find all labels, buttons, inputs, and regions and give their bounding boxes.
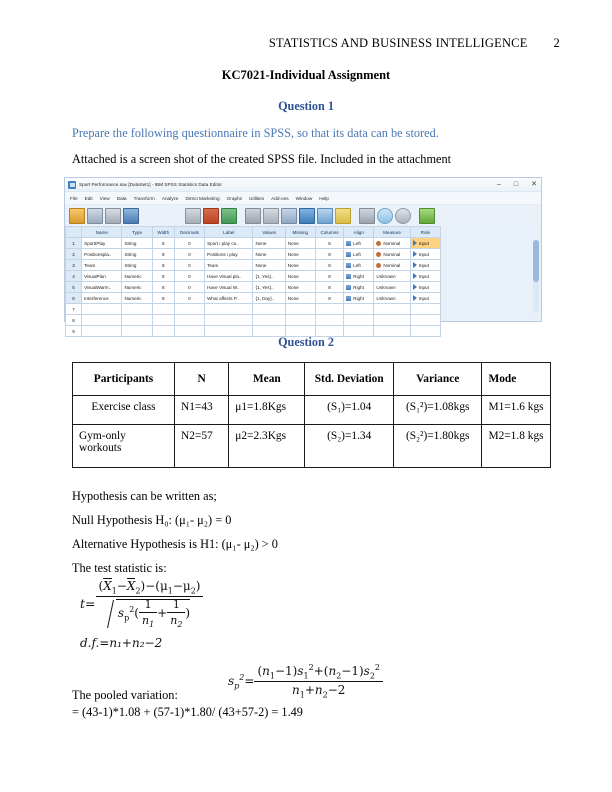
cell-values[interactable]: [253, 304, 285, 315]
cell-label[interactable]: Team: [205, 260, 253, 271]
cell-role[interactable]: [410, 271, 440, 282]
statistics-table: [72, 362, 551, 468]
select-cases-icon[interactable]: [335, 208, 351, 224]
grid-header-row: [66, 227, 441, 238]
cell-label[interactable]: Sport i play co..: [205, 238, 253, 249]
menu-item-data[interactable]: Data: [116, 195, 127, 201]
table-row[interactable]: [66, 315, 441, 326]
nominal-measure-icon: [376, 252, 381, 257]
align-text: Right: [353, 295, 364, 301]
cell-mean: μ2=2.3Kgs: [229, 425, 305, 468]
spss-variable-view-grid[interactable]: [65, 226, 541, 334]
cell-name[interactable]: [82, 315, 122, 326]
cell-type[interactable]: Numeric: [122, 271, 152, 282]
insert-case-icon[interactable]: [263, 208, 279, 224]
column-header-values[interactable]: Values: [253, 227, 285, 238]
table-row[interactable]: [66, 249, 441, 260]
cell-measure[interactable]: [374, 260, 410, 271]
close-icon[interactable]: ✕: [531, 181, 537, 188]
cell-missing[interactable]: None: [285, 238, 315, 249]
minimize-icon[interactable]: –: [496, 181, 501, 188]
cell-align[interactable]: [344, 315, 374, 326]
role-text: Input: [418, 241, 429, 246]
cell-participants: Exercise class: [73, 396, 175, 425]
cell-columns[interactable]: [315, 304, 343, 315]
cell-name[interactable]: Positionspla..: [82, 249, 122, 260]
header-title: STATISTICS AND BUSINESS INTELLIGENCE: [268, 36, 528, 50]
pooled-fraction: [254, 663, 383, 700]
menu-item-help[interactable]: Help: [319, 195, 329, 201]
cell-columns[interactable]: 8: [315, 282, 343, 293]
cell-name[interactable]: SportIPlay: [82, 238, 122, 249]
align-right-icon: [346, 296, 351, 301]
row-number[interactable]: 3: [66, 260, 82, 271]
column-header-role[interactable]: Role: [410, 227, 440, 238]
hypothesis-intro: Hypothesis can be written as;: [72, 489, 217, 503]
question1-heading: Question 1: [278, 99, 334, 113]
cell-align[interactable]: [344, 260, 374, 271]
align-text: Right: [353, 284, 364, 290]
col-header-mean: Mean: [229, 363, 305, 396]
attachment-note: Attached is a screen shot of the created SPSS file. Included in the attachment: [72, 152, 452, 166]
spss-window-title: Sport Performance.sav [DataSet1] - IBM SPSS Statistics Data Editor: [79, 182, 222, 187]
t-denominator: $s_p^2$( $\frac{1}{n_1}$ + $\frac{1}{n_2}$ ): [96, 597, 204, 629]
cell-type[interactable]: Numeric: [122, 282, 152, 293]
undo-icon[interactable]: [147, 209, 161, 223]
cell-columns[interactable]: [315, 315, 343, 326]
cell-n: N1=43: [175, 396, 229, 425]
cell-measure[interactable]: Unknown: [374, 282, 410, 293]
window-controls: [497, 178, 537, 191]
cell-measure[interactable]: [374, 304, 410, 315]
column-header-width[interactable]: Width: [152, 227, 174, 238]
cell-mode: M1=1.6 kgs: [482, 396, 551, 425]
cell-measure[interactable]: [374, 249, 410, 260]
insert-variable-icon[interactable]: [281, 208, 297, 224]
pooled-variance-formula: [228, 663, 383, 700]
cell-role[interactable]: [410, 249, 440, 260]
variables-icon[interactable]: [221, 208, 237, 224]
use-variable-sets-icon[interactable]: [377, 208, 393, 224]
row-number[interactable]: 4: [66, 271, 82, 282]
align-text: Left: [353, 251, 361, 257]
cell-label[interactable]: What affects P..: [205, 293, 253, 304]
toolbar-separator: [413, 209, 417, 223]
cell-values[interactable]: {1, Yes}..: [253, 282, 285, 293]
table-row[interactable]: [66, 293, 441, 304]
value-labels-icon[interactable]: [359, 208, 375, 224]
pooled-variation-label: The pooled variation:: [72, 688, 178, 702]
row-number[interactable]: 6: [66, 293, 82, 304]
cell-type[interactable]: String: [122, 238, 152, 249]
cell-name[interactable]: [82, 304, 122, 315]
col-header-std-deviation: Std. Deviation: [305, 363, 394, 396]
stats-header-row: [73, 363, 551, 396]
menu-item-utilities[interactable]: Utilities: [249, 195, 265, 201]
align-left-icon: [346, 263, 351, 268]
toolbar-separator: [141, 209, 145, 223]
cell-std-deviation: (S₂)=1.34: [305, 425, 394, 468]
vertical-scrollbar[interactable]: [533, 240, 539, 313]
align-left-icon: [346, 252, 351, 257]
cell-values[interactable]: [253, 315, 285, 326]
align-text: Right: [353, 273, 364, 279]
cell-decimals[interactable]: 0: [174, 249, 204, 260]
question2-heading: Question 2: [278, 335, 334, 349]
cell-type[interactable]: [122, 315, 152, 326]
cell-missing[interactable]: None: [285, 282, 315, 293]
row-number[interactable]: 9: [66, 326, 82, 337]
question1-prompt: Prepare the following questionnaire in SPSS, so that its data can be stored.: [72, 126, 439, 140]
align-text: Left: [353, 240, 361, 246]
alternative-hypothesis: Alternative Hypothesis is H1: (μ₁- μ₂) > 0: [72, 537, 278, 551]
table-row: [73, 425, 551, 468]
align-text: Left: [353, 262, 361, 268]
pooled-numerator: $(n_1-1)s_1^2+(n_2-1)s_2^2$: [254, 663, 383, 682]
spell-check-icon[interactable]: [419, 208, 435, 224]
cell-label[interactable]: [205, 304, 253, 315]
column-header-decimals[interactable]: Decimals: [174, 227, 204, 238]
cell-label[interactable]: Have Visual W..: [205, 282, 253, 293]
cell-align[interactable]: [344, 282, 374, 293]
row-number-header: [66, 227, 82, 238]
column-header-name[interactable]: Name: [82, 227, 122, 238]
table-row[interactable]: [66, 271, 441, 282]
menu-item-graphs[interactable]: Graphs: [226, 195, 242, 201]
cell-type[interactable]: String: [122, 260, 152, 271]
cell-values[interactable]: {1, Day}..: [253, 293, 285, 304]
cell-width[interactable]: 8: [152, 293, 174, 304]
pooled-denominator: $n_1+n_2-2$: [292, 683, 346, 700]
input-role-icon: [413, 251, 417, 257]
cell-std-deviation: (S₁)=1.04: [305, 396, 394, 425]
row-number[interactable]: 2: [66, 249, 82, 260]
null-hypothesis: Null Hypothesis H₀: (μ₁- μ₂) = 0: [72, 513, 232, 527]
spss-menu-bar: [65, 192, 541, 205]
menu-item-window[interactable]: Window: [295, 195, 313, 201]
t-fraction: [96, 578, 204, 630]
cell-align[interactable]: [344, 238, 374, 249]
input-role-icon: [413, 284, 417, 290]
recall-dialog-icon[interactable]: [123, 208, 139, 224]
spss-toolbar: [65, 205, 541, 227]
role-text: Input: [418, 285, 429, 290]
row-number[interactable]: 1: [66, 238, 82, 249]
cell-width[interactable]: 8: [152, 249, 174, 260]
nominal-measure-icon: [376, 263, 381, 268]
row-number[interactable]: 7: [66, 304, 82, 315]
cell-columns[interactable]: 8: [315, 238, 343, 249]
cell-width[interactable]: 8: [152, 282, 174, 293]
col-header-participants: Participants: [73, 363, 175, 396]
input-role-icon: [413, 273, 417, 279]
row-number[interactable]: 8: [66, 315, 82, 326]
cell-decimals[interactable]: 0: [174, 282, 204, 293]
align-right-icon: [346, 274, 351, 279]
cell-values[interactable]: None: [253, 238, 285, 249]
goto-case-icon[interactable]: [185, 208, 201, 224]
cell-name[interactable]: VisualPlan: [82, 271, 122, 282]
cell-width[interactable]: [152, 315, 174, 326]
col-header-mode: Mode: [482, 363, 551, 396]
nominal-measure-icon: [376, 241, 381, 246]
variable-view-table: [65, 226, 441, 337]
column-header-columns[interactable]: Columns: [315, 227, 343, 238]
cell-decimals[interactable]: 0: [174, 293, 204, 304]
cell-columns[interactable]: 8: [315, 271, 343, 282]
cell-width[interactable]: [152, 304, 174, 315]
cell-values[interactable]: {1, Yes}..: [253, 271, 285, 282]
cell-role[interactable]: [410, 293, 440, 304]
open-file-icon[interactable]: [69, 208, 85, 224]
cell-label[interactable]: Have Visual pla..: [205, 271, 253, 282]
cell-measure[interactable]: Unknown: [374, 271, 410, 282]
role-text: Input: [418, 263, 429, 268]
cell-name[interactable]: Interference: [82, 293, 122, 304]
column-header-label[interactable]: Label: [205, 227, 253, 238]
col-header-n: N: [175, 363, 229, 396]
align-right-icon: [346, 285, 351, 290]
find-icon[interactable]: [245, 208, 261, 224]
scrollbar-thumb[interactable]: [533, 240, 539, 282]
cell-type[interactable]: String: [122, 249, 152, 260]
toolbar-separator: [239, 209, 243, 223]
menu-item-direct-marketing[interactable]: Direct Marketing: [185, 195, 220, 201]
measure-text: Nominal: [383, 262, 401, 268]
spss-title-bar: [65, 178, 541, 192]
column-header-align[interactable]: Align: [344, 227, 374, 238]
menu-item-edit[interactable]: Edit: [84, 195, 93, 201]
cell-missing[interactable]: None: [285, 271, 315, 282]
cell-decimals[interactable]: 0: [174, 271, 204, 282]
table-row[interactable]: [66, 260, 441, 271]
weight-cases-icon[interactable]: [317, 208, 333, 224]
table-row[interactable]: [66, 304, 441, 315]
cell-mode: M2=1.8 kgs: [482, 425, 551, 468]
col-header-variance: Variance: [393, 363, 481, 396]
cell-values[interactable]: None: [253, 249, 285, 260]
cell-type[interactable]: Numeric: [122, 293, 152, 304]
show-all-variables-icon[interactable]: [395, 208, 411, 224]
measure-text: Nominal: [383, 251, 401, 257]
cell-measure[interactable]: [374, 238, 410, 249]
table-row[interactable]: [66, 238, 441, 249]
t-numerator: $(X_1-X_2)-(\mu_1-\mu_2)$: [96, 578, 204, 597]
cell-name[interactable]: VisualWarm..: [82, 282, 122, 293]
cell-missing[interactable]: [285, 315, 315, 326]
menu-item-transform[interactable]: Transform: [133, 195, 155, 201]
pooled-lhs: $s_p^2=$: [228, 672, 255, 691]
cell-missing[interactable]: None: [285, 249, 315, 260]
maximize-icon[interactable]: □: [513, 181, 519, 188]
row-number[interactable]: 5: [66, 282, 82, 293]
role-text: Input: [418, 296, 429, 301]
input-role-icon: [413, 240, 417, 246]
toolbar-separator: [179, 209, 183, 223]
column-header-measure[interactable]: Measure: [374, 227, 410, 238]
assignment-title: KC7021-Individual Assignment: [221, 68, 391, 82]
grid-body: [66, 238, 441, 337]
redo-icon[interactable]: [163, 209, 177, 223]
formula-lhs: t=: [80, 596, 96, 612]
spss-screenshot: [64, 177, 542, 334]
cell-decimals[interactable]: [174, 304, 204, 315]
pooled-calculation: = (43-1)*1.08 + (57-1)*1.80/ (43+57-2) = 1.49: [72, 705, 303, 719]
cell-columns[interactable]: 8: [315, 249, 343, 260]
running-header: [72, 36, 560, 51]
cell-width[interactable]: 8: [152, 238, 174, 249]
cell-type[interactable]: [122, 304, 152, 315]
align-left-icon: [346, 241, 351, 246]
cell-name[interactable]: Team: [82, 260, 122, 271]
input-role-icon: [413, 295, 417, 301]
cell-align[interactable]: [344, 249, 374, 260]
menu-item-analyze[interactable]: Analyze: [161, 195, 179, 201]
role-text: Input: [418, 252, 429, 257]
cell-variance: (S₁²)=1.08kgs: [393, 396, 481, 425]
cell-role[interactable]: [410, 304, 440, 315]
cell-missing[interactable]: None: [285, 260, 315, 271]
cell-decimals[interactable]: 0: [174, 260, 204, 271]
t-statistic-formula: [80, 578, 203, 630]
cell-missing[interactable]: None: [285, 293, 315, 304]
cell-measure[interactable]: [374, 315, 410, 326]
cell-variance: (S₂²)=1.80kgs: [393, 425, 481, 468]
goto-variable-icon[interactable]: [203, 208, 219, 224]
spss-app-icon: [68, 181, 76, 189]
cell-role[interactable]: [410, 260, 440, 271]
menu-item-addons[interactable]: Add-ons: [271, 195, 289, 201]
cell-n: N2=57: [175, 425, 229, 468]
test-statistic-label: The test statistic is:: [72, 561, 167, 575]
column-header-missing[interactable]: Missing: [285, 227, 315, 238]
menu-item-file[interactable]: File: [70, 195, 78, 201]
cell-align[interactable]: [344, 271, 374, 282]
measure-text: Nominal: [383, 240, 401, 246]
table-row[interactable]: [66, 282, 441, 293]
toolbar-separator: [353, 209, 357, 223]
cell-width[interactable]: 8: [152, 271, 174, 282]
degrees-of-freedom-formula: d.f.=n₁+n₂−2: [80, 636, 163, 650]
cell-decimals[interactable]: 0: [174, 238, 204, 249]
cell-align[interactable]: [344, 293, 374, 304]
cell-role[interactable]: [410, 238, 440, 249]
cell-mean: μ1=1.8Kgs: [229, 396, 305, 425]
cell-missing[interactable]: [285, 304, 315, 315]
cell-values[interactable]: None: [253, 260, 285, 271]
table-row: [73, 396, 551, 425]
menu-item-view[interactable]: View: [99, 195, 110, 201]
cell-decimals[interactable]: [174, 315, 204, 326]
cell-width[interactable]: 8: [152, 260, 174, 271]
save-icon[interactable]: [87, 208, 103, 224]
role-text: Input: [418, 274, 429, 279]
page-number: 2: [553, 36, 560, 50]
input-role-icon: [413, 262, 417, 268]
cell-label[interactable]: [205, 315, 253, 326]
cell-role[interactable]: [410, 282, 440, 293]
split-file-icon[interactable]: [299, 208, 315, 224]
cell-role[interactable]: [410, 315, 440, 326]
cell-align[interactable]: [344, 304, 374, 315]
cell-columns[interactable]: 8: [315, 293, 343, 304]
print-icon[interactable]: [105, 208, 121, 224]
cell-label[interactable]: Positions i play: [205, 249, 253, 260]
cell-participants: Gym-only workouts: [73, 425, 175, 468]
cell-columns[interactable]: 8: [315, 260, 343, 271]
cell-measure[interactable]: Unknown: [374, 293, 410, 304]
column-header-type[interactable]: Type: [122, 227, 152, 238]
